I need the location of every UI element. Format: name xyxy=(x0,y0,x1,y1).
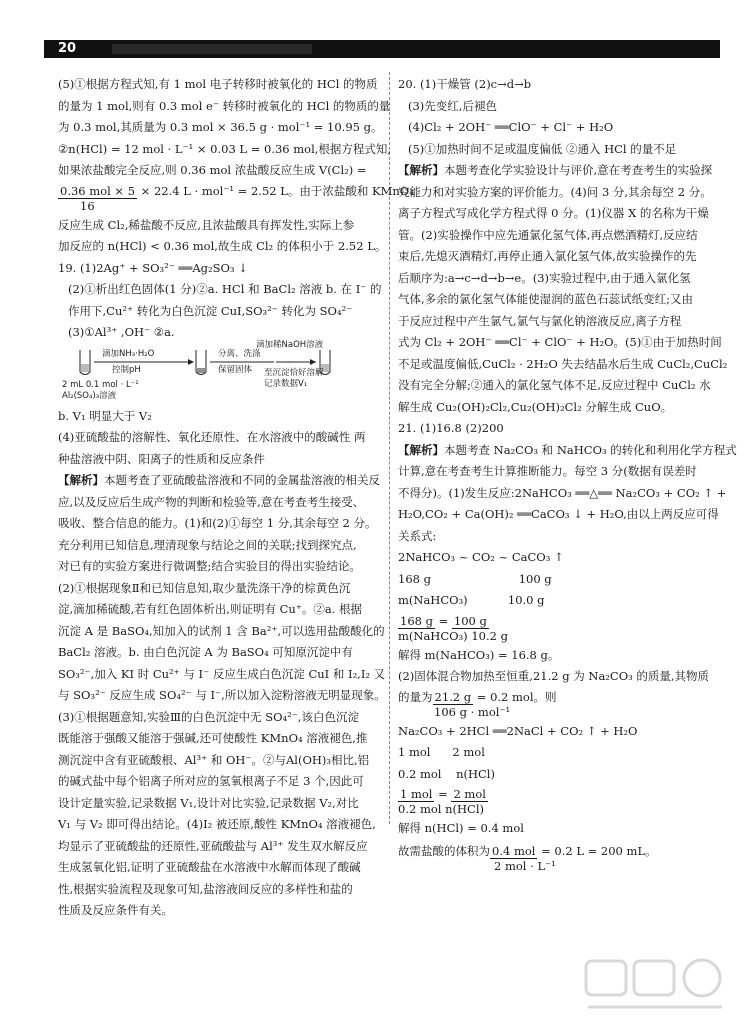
text-line: 淀,滴加稀硫酸,若有红色固体析出,则证明有 Cu⁺。②a. 根据 xyxy=(58,602,363,616)
text-line: 种盐溶液中阴、阳离子的性质和反应条件 xyxy=(58,451,265,466)
text-line: 1 mol 2 mol xyxy=(398,745,485,759)
text-line: 均显示了亚硫酸盐的还原性,亚硫酸盐与 Al³⁺ 发生双水解反应 xyxy=(58,838,368,853)
text-line: 与 SO₃²⁻ 反应生成 SO₄²⁻ 与 I⁻,所以加入淀粉溶液无明显现象。 xyxy=(58,688,386,702)
volume-denominator: 2 mol · L⁻¹ xyxy=(494,858,556,873)
text-line: 的量为 1 mol,则有 0.3 mol e⁻ 转移时被氧化的 HCl 的物质的量 xyxy=(58,98,391,113)
ratio-equation-1: 168 g = 100 g m(NaHCO₃) 10.2 g xyxy=(398,613,508,643)
text-line: (3)①根据题意知,实验Ⅲ的白色沉淀中无 SO₄²⁻,该白色沉淀 xyxy=(58,709,359,724)
text-line: H₂O,CO₂ + Ca(OH)₂ ══CaCO₃ ↓ + H₂O,由以上两反应可得 xyxy=(398,507,719,521)
text-line: 沉淀 A 是 BaSO₄,知加入的试剂 1 含 Ba²⁺,可以选用盐酸酸化的 xyxy=(58,623,385,638)
header-title-band xyxy=(112,44,312,54)
text-line: 19. (1)2Ag⁺ + SO₃²⁻ ══Ag₂SO₃ ↓ xyxy=(58,260,248,275)
volume-suffix: = 0.2 L = 200 mL。 xyxy=(537,843,657,858)
text-line: 解得 n(HCl) = 0.4 mol xyxy=(398,821,524,835)
text-line: 2NaHCO₃ ~ CO₂ ~ CaCO₃ ↑ xyxy=(398,550,564,564)
volume-prefix: 故需盐酸的体积为 xyxy=(398,843,490,858)
text-line: V₁ 与 V₂ 即可得出结论。(4)I₂ 被还原,酸性 KMnO₄ 溶液褪色, xyxy=(58,817,376,831)
step3-sublabel-2: 记录数据V₁ xyxy=(264,378,308,389)
text-line: 不足或温度偏低,CuCl₂ · 2H₂O 失去结晶水后生成 CuCl₂,CuCl₂ xyxy=(398,356,728,371)
amount-prefix: 的量为 xyxy=(398,689,433,704)
text-line: 作用下,Cu²⁺ 转化为白色沉淀 CuI,SO₃²⁻ 转化为 SO₄²⁻ xyxy=(68,303,353,318)
fraction-tail: × 22.4 L · mol⁻¹ = 2.52 L。由于浓盐酸和 KMnO₄ xyxy=(137,183,414,198)
text-line: (4)亚硫酸盐的溶解性、氧化还原性、在水溶液中的酸碱性 两 xyxy=(58,430,366,444)
step3-sublabel-1: 至沉淀恰好溶解 xyxy=(264,367,324,378)
text-line: 如果浓盐酸完全反应,则 0.36 mol 浓盐酸反应生成 V(Cl₂) = xyxy=(58,163,367,177)
ratio2-right-denominator: n(HCl) xyxy=(445,802,484,816)
experiment-flow-diagram xyxy=(58,339,380,404)
ratio1-right-denominator: 10.2 g xyxy=(471,628,508,643)
text-line: (5)①根据方程式知,有 1 mol 电子转移时被氧化的 HCl 的物质 xyxy=(58,77,378,91)
text-line: 究能力和对实验方案的评价能力。(4)问 3 分,其余每空 2 分。 xyxy=(398,184,712,199)
text-line: 对已有的实验方案进行微调整;结合实验目的得出实验结论。 xyxy=(58,559,361,573)
text-line: 生成氢氧化铝,证明了亚硫酸盐在水溶液中水解而体现了酸碱 xyxy=(58,860,361,874)
text-line: 后顺序为:a→c→d→b→e。(3)实验过程中,由于通入氯化氢 xyxy=(398,270,691,285)
amount-suffix: = 0.2 mol。则 xyxy=(473,689,557,704)
volume-numerator: 0.4 mol xyxy=(492,843,536,858)
text-line: 的碱式盐中每个铝离子所对应的氢氧根离子不足 3 个,因此可 xyxy=(58,774,364,788)
ratio2-denominator: 0.2 mol xyxy=(398,802,442,816)
amount-fraction xyxy=(398,690,724,719)
text-line: 设计定量实验,记录数据 V₁,设计对比实验,记录数据 V₂,对比 xyxy=(58,795,359,810)
text-line: 吸收、整合信息的能力。(1)和(2)①每空 1 分,其余每空 2 分。 xyxy=(58,516,377,530)
text-line: (2)固体混合物加热至恒重,21.2 g 为 Na₂CO₃ 的质量,其物质 xyxy=(398,669,710,683)
text-line: 性,根据实验流程及现象可知,盐溶液间反应的多样性和盐的 xyxy=(58,881,353,896)
analysis-first-line: 【解析】本题考查化学实验设计与评价,意在考查考生的实验探 xyxy=(398,163,713,177)
text-line: 计算,意在考查考生计算推断能力。每空 3 分(数据有误差时 xyxy=(398,464,697,478)
analysis-label: 【解析】 xyxy=(58,473,104,487)
text-line: (2)①析出红色固体(1 分)②a. HCl 和 BaCl₂ 溶液 b. 在 I⁻ 的 xyxy=(68,282,382,296)
text-line: 解得 m(NaHCO₃) = 16.8 g。 xyxy=(398,647,560,662)
q21-answer xyxy=(398,418,737,873)
fraction-numerator: 0.36 mol × 5 xyxy=(60,183,136,198)
text-line: 20. (1)干燥管 (2)c→d→b xyxy=(398,77,532,91)
q20-answer xyxy=(398,74,728,418)
left-column xyxy=(58,74,414,922)
text-line: (5)①加热时间不足或温度偏低 ②通入 HCl 的量不足 xyxy=(408,141,677,156)
text-line: 性质及反应条件有关。 xyxy=(58,903,173,917)
page-number: 20 xyxy=(58,41,77,56)
step3-label: 滴加稀NaOH溶液 xyxy=(256,339,324,350)
tube-label-1: 2 mL 0.1 mol · L⁻¹ xyxy=(62,379,139,390)
page-header xyxy=(44,40,720,58)
step2-sublabel: 保留固体 xyxy=(218,364,253,375)
ratio2-right-numerator: 2 mol xyxy=(453,787,486,801)
fraction-denominator: 16 xyxy=(80,198,95,213)
ratio1-right-numerator: 100 g xyxy=(453,613,487,628)
text-line: 应,以及反应后生成产物的判断和检验等,意在考查考生接受、 xyxy=(58,494,365,509)
text-line: 反应生成 Cl₂,稀盐酸不反应,且浓盐酸具有挥发性,实际上参 xyxy=(58,217,355,232)
text-line: (2)①根据现象Ⅱ和已知信息知,取少量洗涤干净的棕黄色沉 xyxy=(58,580,351,595)
solid-precipitate xyxy=(197,368,205,373)
text-line: SO₃²⁻,加入 KI 时 Cu²⁺ 与 I⁻ 反应生成白色沉淀 CuI 和 I₂,I₂ 又 xyxy=(58,666,386,681)
analysis-label: 【解析】 xyxy=(398,442,444,457)
solution-1 xyxy=(81,364,89,372)
text-line: 解生成 Cu₂(OH)₂Cl₂,Cu₂(OH)₂Cl₂ 分解生成 CuO。 xyxy=(398,399,673,414)
watermark-svg xyxy=(580,957,730,1019)
text-line: 管。(2)实验操作中应先通氯化氢气体,再点燃酒精灯,反应结 xyxy=(398,227,698,242)
step1-sublabel: 控制pH xyxy=(112,364,141,375)
q18-part5 xyxy=(58,74,414,258)
text-line: b. V₁ 明显大于 V₂ xyxy=(58,408,152,423)
text-line: 式为 Cl₂ + 2OH⁻ ══Cl⁻ + ClO⁻ + H₂O。(5)①由于加热时间 xyxy=(398,335,722,349)
watermark-logo xyxy=(580,957,730,1019)
text-line: 加反应的 n(HCl) < 0.36 mol,故生成 Cl₂ 的体积小于 2.52 L。 xyxy=(58,239,387,253)
volume-fraction xyxy=(58,183,414,213)
text-line: (3)先变红,后褪色 xyxy=(408,98,497,113)
text-line: (3)①Al³⁺ ,OH⁻ ②a. xyxy=(68,325,175,339)
tube-label-2: Al₂(SO₄)₃溶液 xyxy=(62,390,117,401)
text-line: ②n(HCl) = 12 mol · L⁻¹ × 0.03 L = 0.36 mol,根据方程式知, xyxy=(58,141,392,156)
step1-label: 滴加NH₃·H₂O xyxy=(102,348,155,359)
text-line: Na₂CO₃ + 2HCl ══2NaCl + CO₂ ↑ + H₂O xyxy=(398,723,638,738)
text-line: 0.2 mol n(HCl) xyxy=(398,766,495,781)
arrow-3-head xyxy=(310,359,316,365)
text-line: 21. (1)16.8 (2)200 xyxy=(398,421,504,435)
volume-fraction-right xyxy=(398,844,724,873)
text-line: (4)Cl₂ + 2OH⁻ ══ClO⁻ + Cl⁻ + H₂O xyxy=(408,120,614,134)
amount-denominator: 106 g · mol⁻¹ xyxy=(434,704,511,719)
text-line: 没有完全分解;②通入的氯化氢气体不足,反应过程中 CuCl₂ 水 xyxy=(398,378,711,392)
text-line: 不得分)。(1)发生反应:2NaHCO₃ ══△══ Na₂CO₃ + CO₂ ↑ + xyxy=(398,485,727,500)
text-line: 充分利用已知信息,理清现象与结论之间的关联;找到探究点, xyxy=(58,537,357,552)
right-column xyxy=(398,74,737,877)
text-line: 168 g 100 g xyxy=(398,571,552,586)
step2-label: 分离、洗涤 xyxy=(218,348,261,359)
text-line: 关系式: xyxy=(398,528,437,543)
text-line: 为 0.3 mol,其质量为 0.3 mol × 36.5 g · mol⁻¹ = 10.95 g。 xyxy=(58,120,383,134)
text-line: 气体,多余的氯化氢气体能使湿润的蓝色石蕊试纸变红;又由 xyxy=(398,292,694,306)
text-line: 离子方程式写成化学方程式得 0 分。(1)仪器 X 的名称为干燥 xyxy=(398,206,709,220)
analysis-first-line: 【解析】本题考查 Na₂CO₃ 和 NaHCO₃ 的转化和利用化学方程式 xyxy=(398,442,737,457)
arrow-1-head xyxy=(188,359,194,365)
text-line: m(NaHCO₃) 10.0 g xyxy=(398,593,545,607)
q19-answer xyxy=(58,258,386,922)
ratio2-numerator: 1 mol xyxy=(400,787,433,801)
analysis-label: 【解析】 xyxy=(398,163,444,177)
text-line: 于反应过程中产生氯气,氯气与氯化钠溶液反应,离子方程 xyxy=(398,313,682,328)
ratio1-denominator: m(NaHCO₃) xyxy=(398,628,468,643)
analysis-first-line: 【解析】本题考查了亚硫酸盐溶液和不同的金属盐溶液的相关反 xyxy=(58,473,380,487)
text-line: 既能溶于强酸又能溶于强碱,还可使酸性 KMnO₄ 溶液褪色,推 xyxy=(58,731,368,745)
text-line: 束后,先熄灭酒精灯,再停止通入氯化氢气体,故实验操作的先 xyxy=(398,249,697,263)
text-line: BaCl₂ 溶液。b. 由白色沉淀 A 为 BaSO₄ 可知原沉淀中有 xyxy=(58,645,353,659)
amount-numerator: 21.2 g xyxy=(434,689,472,704)
ratio1-numerator: 168 g xyxy=(400,613,433,628)
text-line: 测沉淀中含有亚硫酸根、Al³⁺ 和 OH⁻。②与Al(OH)₃相比,铝 xyxy=(58,752,370,767)
ratio-equation-2: 1 mol = 2 mol 0.2 mol n(HCl) xyxy=(398,787,486,816)
